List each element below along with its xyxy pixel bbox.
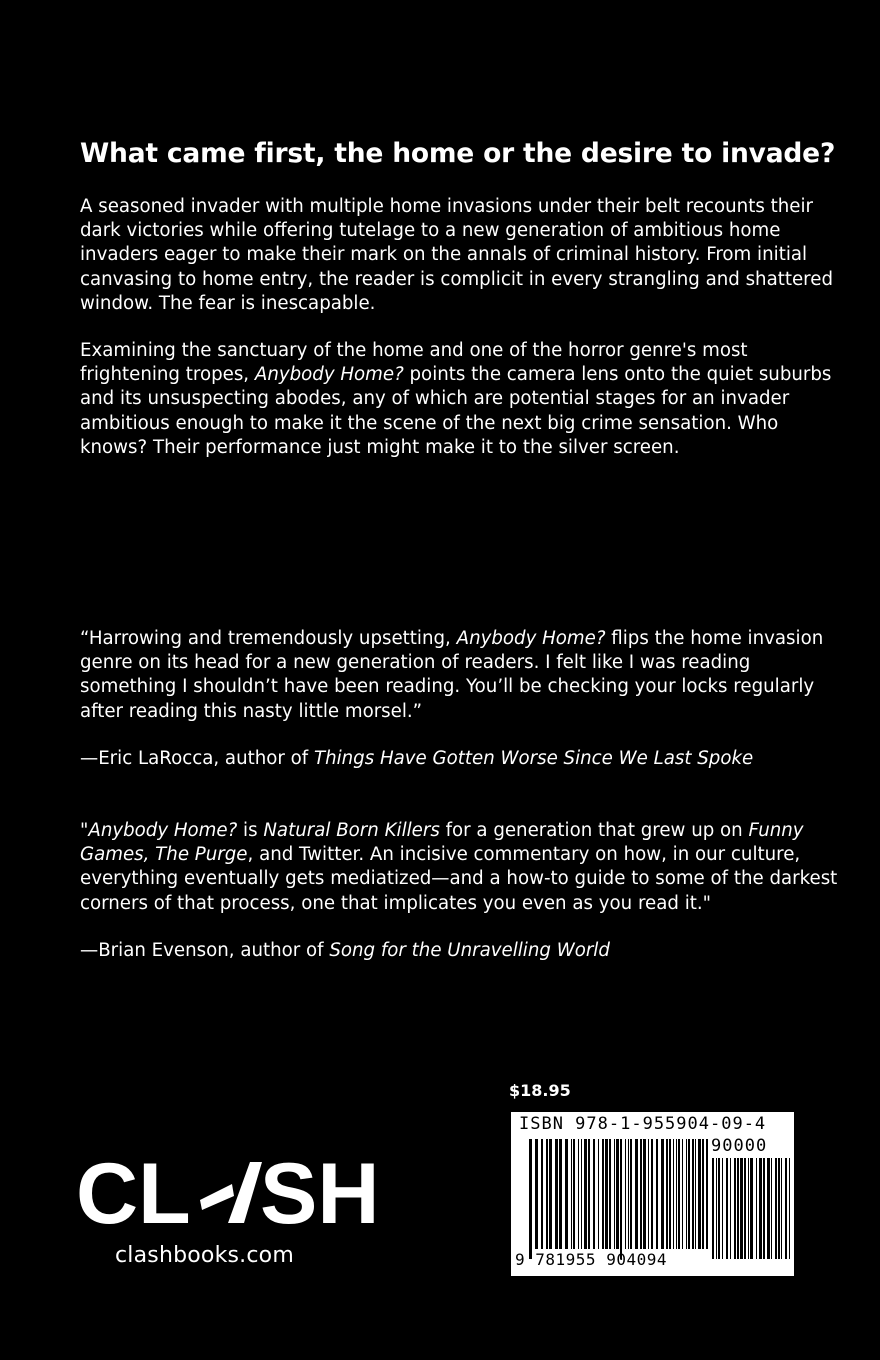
barcode-bar [737, 1158, 739, 1259]
ean-digits: 9 781955 904094 [515, 1250, 667, 1269]
barcode-bar [771, 1158, 772, 1259]
barcode-bar [565, 1139, 568, 1249]
blurb-attribution-1: —Eric LaRocca, author of Things Have Gotten Worse Since We Last Spoke [80, 748, 754, 769]
barcode-bar [686, 1139, 687, 1249]
barcode-bar [605, 1139, 608, 1249]
barcode-bar [546, 1139, 548, 1249]
barcode-bar [588, 1139, 590, 1249]
barcode-bar [692, 1139, 694, 1249]
barcode-bar [598, 1139, 599, 1249]
barcode-bar [541, 1139, 543, 1249]
barcode-bar [559, 1139, 562, 1249]
barcode-bar [635, 1139, 638, 1249]
barcode-bar [678, 1139, 680, 1249]
barcode-bar [602, 1139, 604, 1249]
barcode-bar [785, 1158, 787, 1259]
barcode-bar [789, 1158, 790, 1259]
author-book-title: Song for the Unravelling World [329, 940, 610, 961]
barcode-bar [620, 1139, 622, 1259]
barcode-bar [716, 1158, 717, 1259]
logo-a-bar [200, 1184, 234, 1210]
barcode-bar [571, 1139, 572, 1249]
blurb-attribution-2: —Brian Evenson, author of Song for the Unravelling World [80, 940, 610, 961]
barcode-bar [661, 1139, 664, 1249]
barcode-bar [555, 1139, 558, 1249]
barcode-bar [648, 1139, 649, 1249]
publisher-website[interactable]: clashbooks.com [115, 1243, 294, 1268]
addon-barcode-bars [712, 1158, 790, 1259]
barcode-bar [759, 1158, 762, 1259]
barcode-bar [535, 1139, 538, 1249]
barcode-bar [695, 1139, 696, 1249]
barcode-bar [549, 1139, 552, 1249]
isbn-barcode [511, 1112, 794, 1276]
barcode-bar [578, 1139, 579, 1249]
barcode-bar [778, 1158, 780, 1259]
price: $18.95 [509, 1081, 571, 1100]
price-addon-number: 90000 [711, 1136, 768, 1156]
barcode-bar [722, 1158, 723, 1259]
headline: What came first, the home or the desire to invade? [80, 138, 836, 169]
barcode-bar [573, 1139, 575, 1249]
barcode-bar [614, 1139, 615, 1249]
description-paragraph-1: A seasoned invader with multiple home invasions under their belt recounts their dark victories while offering tutelage to a new generation of ambitious home invaders eager to make their mark on the annals of criminal history. From initial canvasing to home entry, the reader is complicit in every strangling and shattered window. The fear is inescapable. [80, 196, 833, 314]
barcode-bar [643, 1139, 646, 1249]
barcode-bar [673, 1139, 674, 1249]
logo-letters-cl: CL [76, 1146, 191, 1242]
barcode-bar [775, 1158, 777, 1259]
barcode-bar [682, 1139, 683, 1249]
author-book-title: Things Have Gotten Worse Since We Last Spoke [313, 748, 754, 769]
barcode-bar [581, 1139, 582, 1249]
barcode-bar [628, 1139, 629, 1249]
barcode-bar [616, 1139, 619, 1249]
blurb-quote-1: “Harrowing and tremendously upsetting, Anybody Home? flips the home invasion genre on its head for a new generation of readers. I felt like I was reading something I shouldn’t have been reading. You’ll be checking your locks regularly after reading this nasty little morsel.” [80, 628, 824, 722]
barcode-bar [730, 1158, 731, 1259]
barcode-bar [676, 1139, 677, 1249]
barcode-bar [744, 1158, 746, 1259]
barcode-bar [748, 1158, 749, 1259]
barcode-bar [756, 1158, 757, 1259]
barcode-bar [781, 1158, 782, 1259]
barcode-bar [630, 1139, 632, 1249]
barcode-bar [656, 1139, 658, 1249]
barcode-bar [767, 1158, 770, 1259]
barcode-bar [669, 1139, 671, 1249]
logo-letters-sh: SH [260, 1146, 380, 1242]
description-paragraph-2: Examining the sanctuary of the home and one of the horror genre's most frightening tropes, Anybody Home? points the camera lens onto the quiet suburbs and its unsuspecting abodes, any of which are potential stages for an invader ambitious enough to make it the scene of the next big crime sensation. Who knows? Their performance just might make it to the silver screen. [80, 340, 832, 458]
barcode-bar [640, 1139, 642, 1249]
barcode-bar [698, 1139, 701, 1249]
barcode-bar [625, 1139, 626, 1249]
barcode-bar [529, 1139, 532, 1259]
book-title: Anybody Home? [456, 628, 606, 649]
barcode-bar [609, 1139, 611, 1249]
barcode-bar [688, 1139, 690, 1249]
barcode-bar [584, 1139, 587, 1249]
barcode-bar [706, 1139, 708, 1249]
barcode-bars [529, 1139, 711, 1259]
barcode-bar [763, 1158, 765, 1259]
barcode-bar [734, 1158, 736, 1259]
barcode-bar [740, 1158, 743, 1259]
blurb-quote-2: "Anybody Home? is Natural Born Killers for a generation that grew up on Funny Games, The Purge, and Twitter. An incisive commentary on how, in our culture, everything eventually gets mediatized—and a how-to guide to some of the darkest corners of that process, one that implicates you even as you read it." [80, 820, 838, 914]
isbn-label: ISBN 978-1-955904-09-4 [519, 1114, 767, 1134]
barcode-bar [718, 1158, 720, 1259]
barcode-bar [651, 1139, 653, 1249]
barcode-bar [726, 1158, 728, 1259]
clash-logo [76, 1146, 380, 1242]
barcode-bar [750, 1158, 753, 1259]
barcode-bar [666, 1139, 668, 1249]
barcode-bar [593, 1139, 595, 1249]
book-title: Anybody Home? [254, 364, 404, 386]
barcode-bar [702, 1139, 704, 1249]
barcode-bar [712, 1158, 714, 1259]
